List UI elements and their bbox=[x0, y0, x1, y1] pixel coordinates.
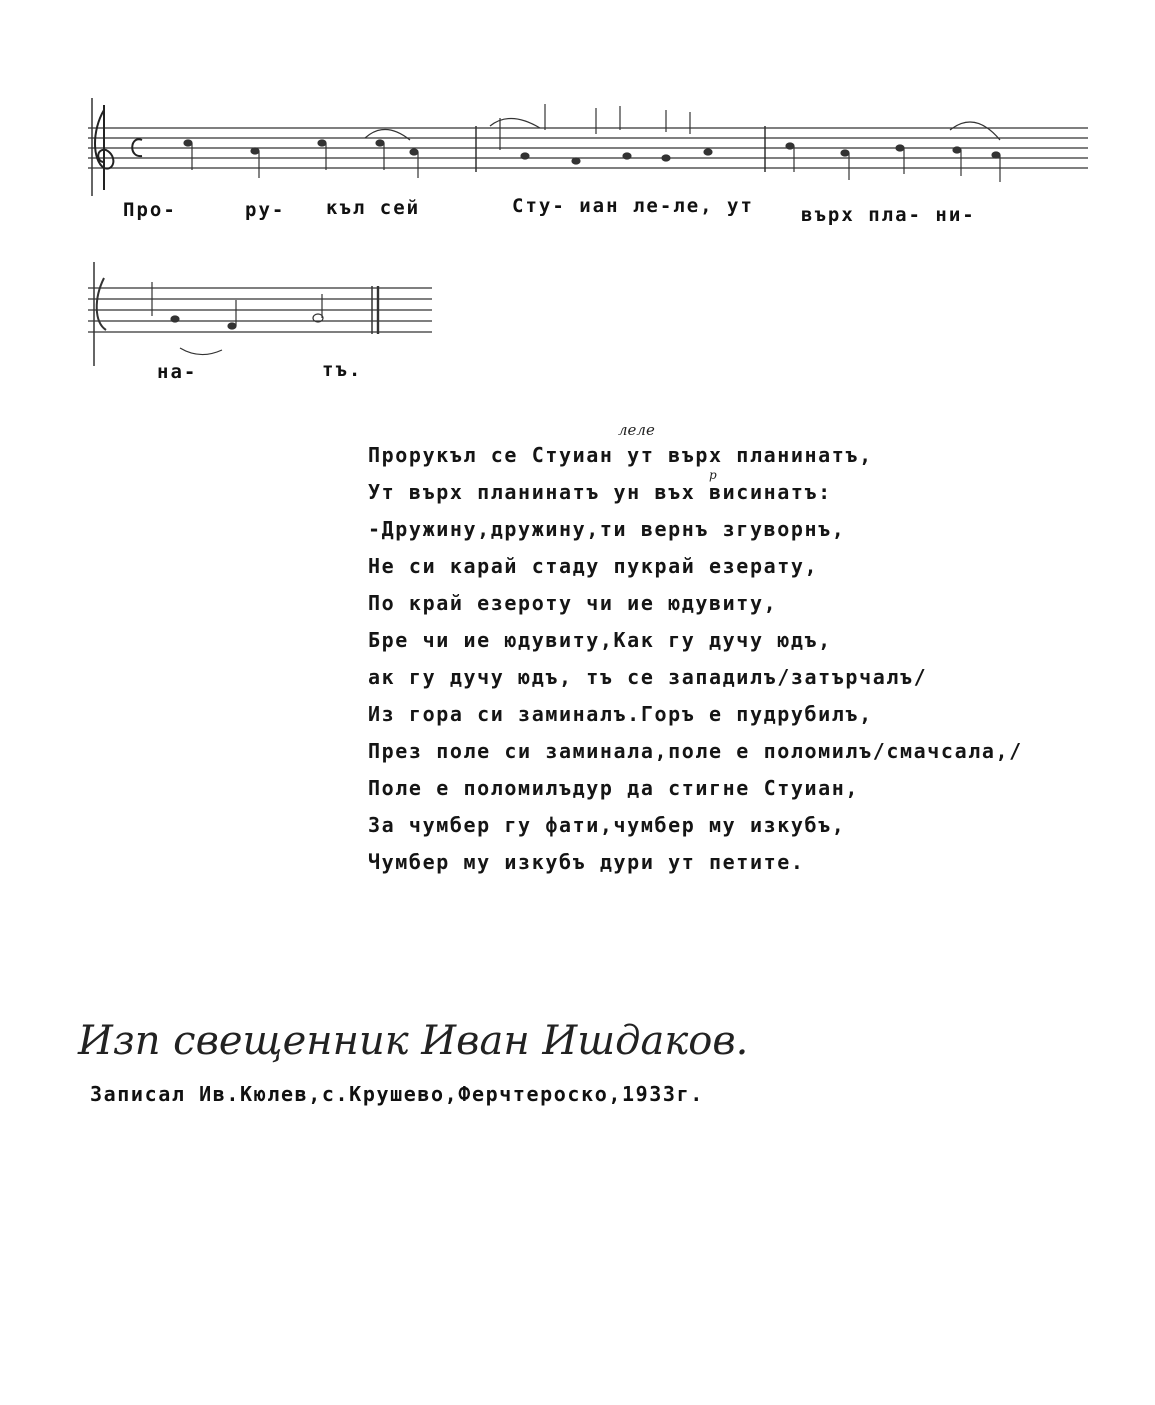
verse-line: -Дружину,дружину,ти вернъ згуворнъ, bbox=[368, 517, 846, 541]
handwritten-correction: р bbox=[709, 468, 717, 482]
verse-line: Поле е поломилъдур да стигне Стуиан, bbox=[368, 776, 860, 800]
lyric-syllable: Про- bbox=[123, 199, 177, 221]
verse-line: Прорукъл се Стуиан ут върх планинатъ, bbox=[368, 443, 873, 467]
verse-line: През поле си заминала,поле е поломилъ/смачсала,/ bbox=[368, 739, 1023, 763]
lyric-syllable: на- bbox=[157, 361, 198, 383]
verse-line: Из гора си заминалъ.Горъ е пудрубилъ, bbox=[368, 702, 873, 726]
lyric-syllable: къл сей bbox=[326, 197, 421, 219]
staff-1 bbox=[88, 98, 1088, 196]
recorded-by-footer: Записал Ив.Кюлев,с.Крушево,Ферчтероско,1933г. bbox=[90, 1082, 704, 1106]
staff-2 bbox=[88, 262, 432, 366]
verse-line: Не си карай стаду пукрай езерату, bbox=[368, 554, 819, 578]
handwritten-note: Изп свещенник Иван Ишдаков. bbox=[78, 1018, 749, 1064]
lyric-syllable: тъ. bbox=[322, 359, 363, 381]
notes-staff-2 bbox=[97, 278, 323, 355]
lyric-syllable: върх пла- ни- bbox=[801, 204, 976, 226]
handwritten-correction: леле bbox=[618, 421, 655, 439]
verse-line: По край езероту чи ие юдувиту, bbox=[368, 591, 778, 615]
verse-line: Чумбер му изкубъ дури ут петите. bbox=[368, 850, 805, 874]
notes-staff-1 bbox=[184, 104, 1000, 182]
verse-line: ак гу дучу юдъ, тъ се западилъ/затърчалъ/ bbox=[368, 665, 928, 689]
verse-line: Бре чи ие юдувиту,Как гу дучу юдъ, bbox=[368, 628, 832, 652]
verse-line: Ут върх планинатъ ун въх висинатъ: bbox=[368, 480, 832, 504]
lyric-syllable: ру- bbox=[245, 199, 286, 221]
lyric-syllable: Сту- иан ле-ле, ут bbox=[512, 195, 754, 217]
verse-line: За чумбер гу фати,чумбер му изкубъ, bbox=[368, 813, 846, 837]
